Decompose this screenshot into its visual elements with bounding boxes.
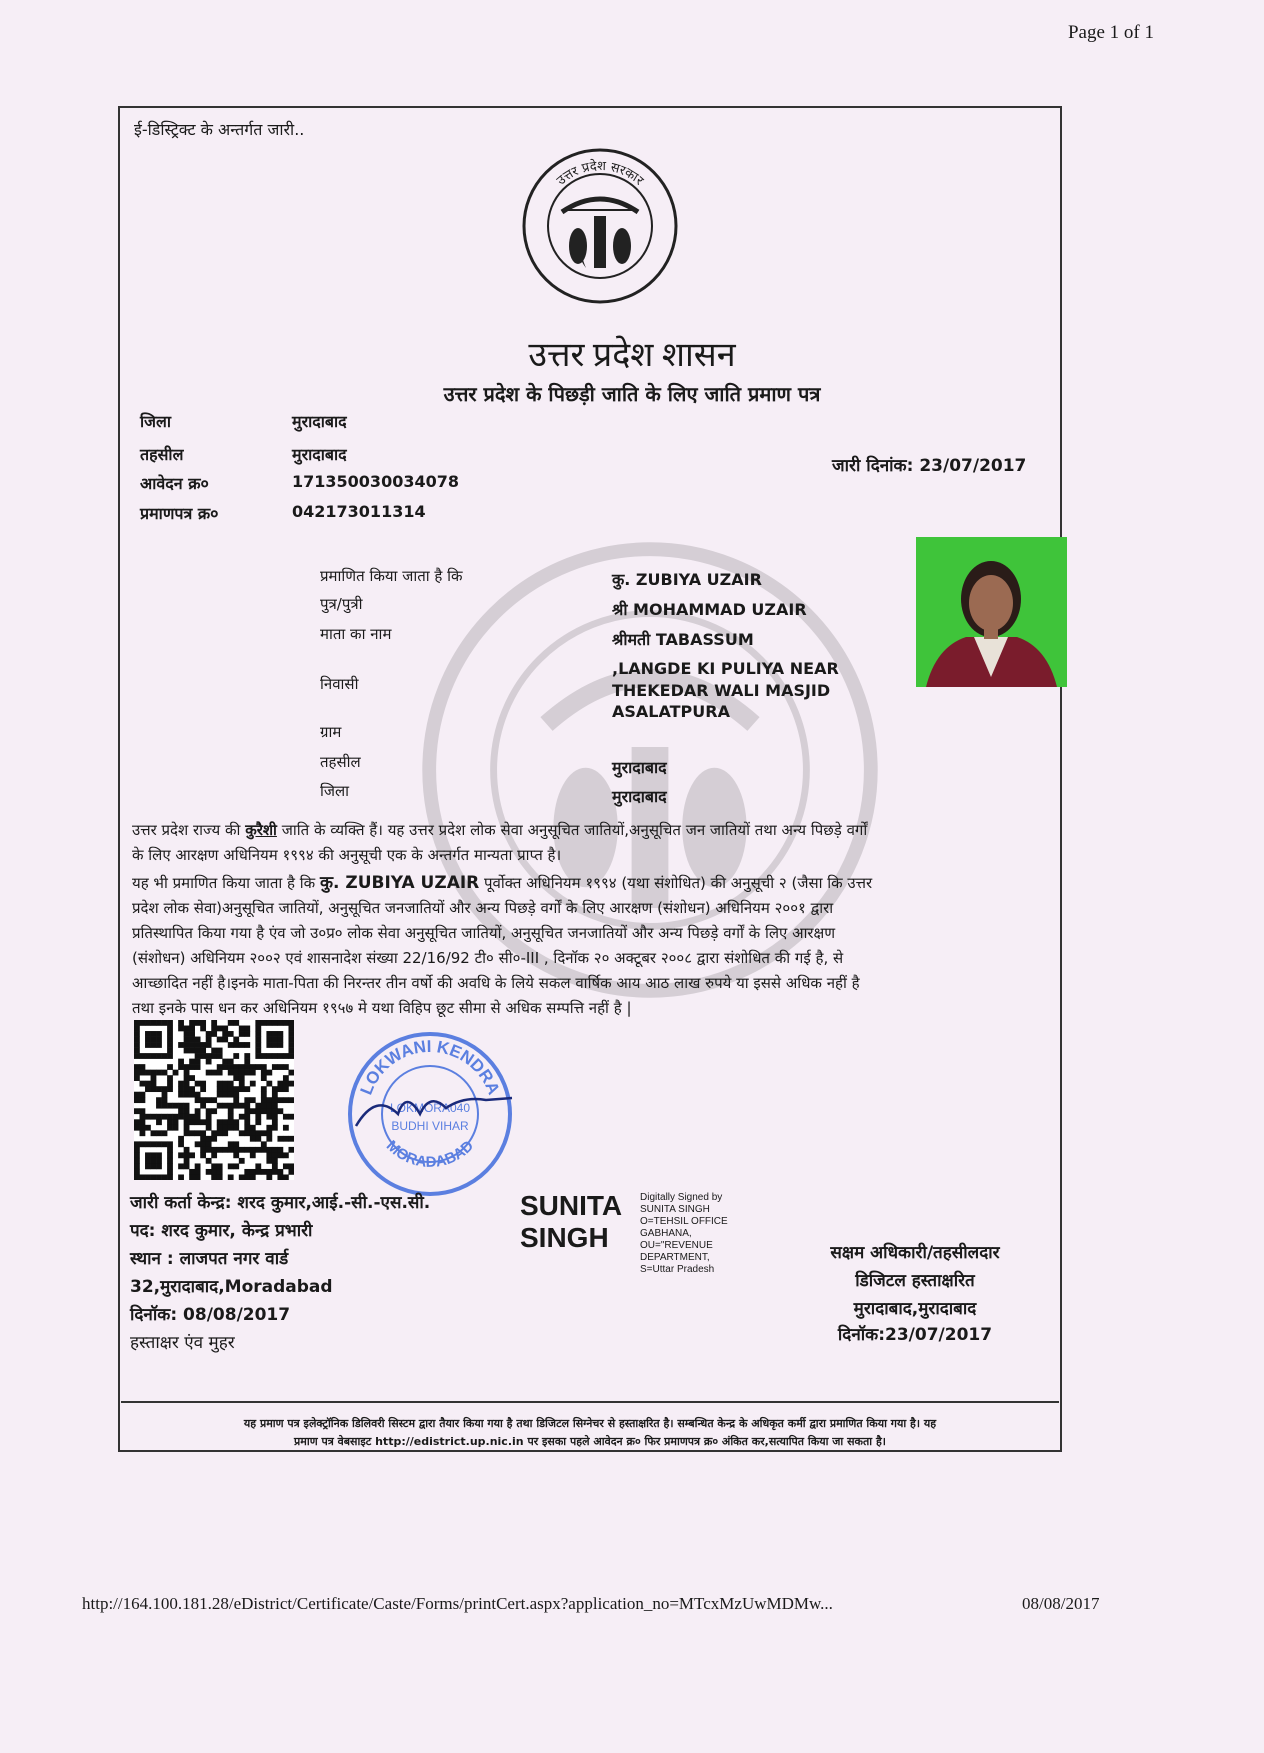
certificate-number-label: प्रमाणपत्र क्र० bbox=[140, 504, 219, 523]
address-line-3: ASALATPURA bbox=[612, 702, 730, 721]
official-seal-stamp bbox=[346, 1030, 514, 1198]
certification-line-4: (संशोधन) अधिनियम २००२ एवं शासनादेश संख्या 22/16/92 टी० सी०-III , दिनॉक २० अक्टूबर २००८ द्वारा संशोधित की गई है, से bbox=[132, 949, 844, 967]
person-district-label: जिला bbox=[320, 782, 350, 800]
emblem-ring-text: उत्तर प्रदेश सरकार bbox=[553, 158, 647, 189]
authority-location: मुरादाबाद,मुरादाबाद bbox=[853, 1299, 977, 1319]
footer-note-line-1: यह प्रमाण पत्र इलेक्ट्रॉनिक डिलिवरी सिस्टम द्वारा तैयार किया गया है तथा डिजिटल सिग्नेचर से हस्ताक्षरित है। सम्बन्धित केन्द्र के अधिकृत कर्मी द्वारा प्रमाणित किया गया है। यह bbox=[243, 1417, 937, 1430]
certification-line-6: तथा इनके पास धन कर अधिनियम १९५७ मे यथा विहिप छूट सीमा से अधिक सम्पत्ति नहीं है | bbox=[132, 999, 632, 1017]
issue-date bbox=[832, 453, 1026, 476]
browser-print-date: 08/08/2017 bbox=[1022, 1594, 1100, 1613]
seal-center-place: BUDHI VIHAR bbox=[391, 1119, 469, 1133]
person-tehsil-value: मुरादाबाद bbox=[612, 758, 667, 777]
application-number: 171350030034078 bbox=[292, 472, 459, 491]
certification-line-5: आच्छादित नहीं है।इनके माता-पिता की निरन्तर तीन वर्षो की अवधि के लिये सकल वार्षिक आय आठ लाख रुपये या इससे अधिक नहीं है bbox=[132, 974, 860, 992]
village-label: ग्राम bbox=[320, 723, 342, 741]
certification-line-3: प्रतिस्थापित किया गया है एंव जो उ०प्र० लोक सेवा अनुसूचित जातियों, अनुसूचित जनजातियों और अन्य पिछड़े वर्गों के लिए आरक्षण bbox=[132, 924, 836, 942]
caste-paragraph-line-2: के लिए आरक्षण अधिनियम १९९४ की अनुसूची एक के अन्तर्गत मान्यता प्राप्त है। bbox=[132, 846, 562, 864]
issue-date-label: जारी दिनांक: bbox=[832, 456, 914, 476]
mother-label: माता का नाम bbox=[320, 625, 392, 643]
authority-date: दिनॉक:23/07/2017 bbox=[837, 1325, 993, 1345]
footer-note-line-2: प्रमाण पत्र वेबसाइट http://edistrict.up.nic.in पर इसका पहले आवेदन क्र० फिर प्रमाणपत्र क्र० अंकित कर,सत्यापित किया जा सकता है। bbox=[294, 1435, 886, 1448]
seal-bottom-text: MORADABAD bbox=[382, 1137, 478, 1171]
svg-text:MORADABAD bbox=[383, 1137, 477, 1171]
issuing-centre: जारी कर्ता केन्द्र: शरद कुमार,आई.-सी.-एस.सी. bbox=[130, 1193, 431, 1213]
tehsil-value: मुरादाबाद bbox=[292, 445, 347, 464]
qr-code bbox=[134, 1020, 294, 1180]
address-line-1: ,LANGDE KI PULIYA NEAR bbox=[612, 659, 839, 678]
relation-label: पुत्र/पुत्री bbox=[320, 595, 363, 613]
authority-digital-signed: डिजिटल हस्ताक्षरित bbox=[855, 1271, 975, 1291]
certified-name: कु. ZUBIYA UZAIR bbox=[319, 873, 480, 893]
person-tehsil-label: तहसील bbox=[320, 753, 361, 771]
issue-date-value: 23/07/2017 bbox=[919, 456, 1027, 476]
page-number: Page 1 of 1 bbox=[1067, 22, 1154, 43]
certificate-number: 042173011314 bbox=[292, 502, 426, 521]
certification-line-2: प्रदेश लोक सेवा)अनुसूचित जातियों, अनुसूचित जनजातियों और अन्य पिछड़े वर्गों के लिए आरक्षण (संशोधन) अधिनियम २००१ द्वारा bbox=[132, 899, 834, 917]
issuer-location: स्थान : लाजपत नगर वार्ड bbox=[130, 1249, 289, 1269]
residence-label: निवासी bbox=[320, 675, 359, 693]
seal-center-code: LOKMORA040 bbox=[389, 1101, 471, 1115]
application-number-label: आवेदन क्र० bbox=[140, 474, 209, 493]
mother-name: श्रीमती TABASSUM bbox=[612, 630, 754, 649]
government-title: उत्तर प्रदेश शासन bbox=[528, 337, 736, 374]
caste-paragraph bbox=[132, 818, 1058, 868]
footer-divider bbox=[121, 1401, 1059, 1403]
certification-line-1: यह भी प्रमाणित किया जाता है कि कु. ZUBIYA UZAIR पूर्वोक्त अधिनियम १९९४ (यथा संशोधित) की अनुसूची २ (जैसा कि उत्तर bbox=[132, 873, 873, 893]
address-line-2: THEKEDAR WALI MASJID bbox=[612, 681, 831, 700]
authority-title: सक्षम अधिकारी/तहसीलदार bbox=[830, 1243, 1000, 1263]
digital-signature-details: Digitally Signed by SUNITA SINGH O=TEHSIL OFFICE GABHANA, OU="REVENUE DEPARTMENT, S=Uttar Pradesh bbox=[640, 1192, 728, 1275]
browser-print-url: http://164.100.181.28/eDistrict/Certificate/Caste/Forms/printCert.aspx?application_no=MTcxMzUwMDMw... bbox=[82, 1594, 833, 1613]
svg-text:LOKWANI KENDRA bbox=[357, 1037, 504, 1097]
issued-under-note: ई-डिस्ट्रिक्ट के अन्तर्गत जारी.. bbox=[134, 120, 305, 139]
issuer-address: 32,मुरादाबाद,Moradabad bbox=[130, 1277, 333, 1297]
applicant-name: कु. ZUBIYA UZAIR bbox=[612, 570, 762, 589]
district-value: मुरादाबाद bbox=[292, 412, 347, 431]
seal-top-text: LOKWANI KENDRA bbox=[356, 1036, 504, 1098]
signature-seal-label: हस्ताक्षर एंव मुहर bbox=[130, 1333, 235, 1353]
issuer-designation: पद: शरद कुमार, केन्द्र प्रभारी bbox=[130, 1221, 313, 1241]
certificate-title: उत्तर प्रदेश के पिछड़ी जाति के लिए जाति प्रमाण पत्र bbox=[443, 382, 821, 406]
caste-paragraph-line-1: उत्तर प्रदेश राज्य की कुरैशी जाति के व्यक्ति हैं। यह उत्तर प्रदेश लोक सेवा अनुसूचित जातियों,अनुसूचित जन जातियों तथा अन्य पिछड़े वर्गों bbox=[132, 821, 868, 839]
applicant-photo bbox=[916, 537, 1067, 687]
certification-paragraph bbox=[132, 871, 1058, 1021]
district-label: जिला bbox=[140, 412, 172, 431]
caste-name: कुरैशी bbox=[245, 821, 277, 839]
tehsil-label: तहसील bbox=[140, 445, 184, 464]
up-government-emblem-icon bbox=[520, 146, 680, 306]
issuer-date: दिनॉक: 08/08/2017 bbox=[130, 1305, 291, 1325]
svg-text:उत्तर प्रदेश सरकार bbox=[554, 158, 647, 189]
digital-signature-name: SUNITA SINGH bbox=[520, 1190, 623, 1253]
person-district-value: मुरादाबाद bbox=[612, 787, 667, 806]
father-name: श्री MOHAMMAD UZAIR bbox=[612, 600, 807, 619]
certified-label: प्रमाणित किया जाता है कि bbox=[320, 567, 463, 585]
